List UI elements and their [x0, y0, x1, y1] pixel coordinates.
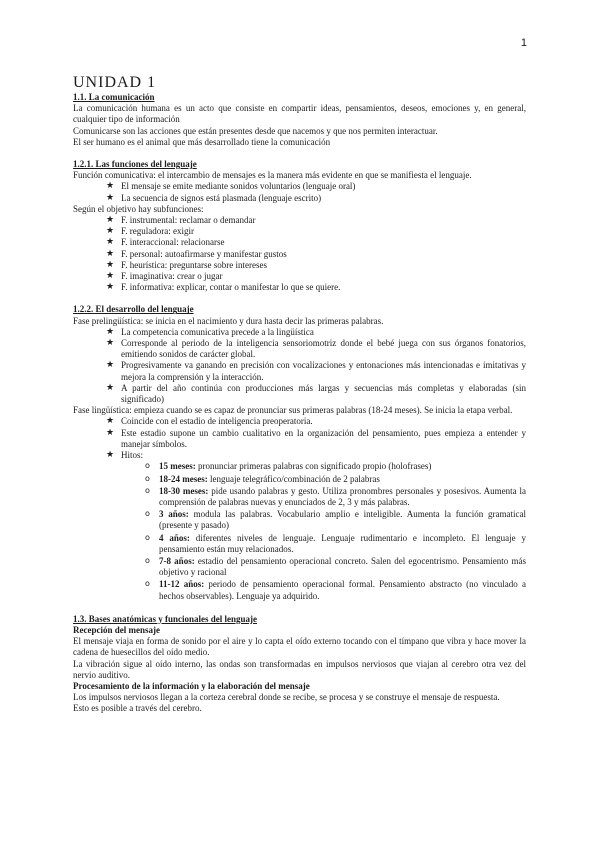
document-content: [73, 0, 526, 715]
list-item: ★ Hitos:: [108, 450, 526, 461]
list-item: ★ La competencia comunicativa precede a la lingüística: [108, 327, 526, 338]
milestone-item: [145, 579, 526, 601]
list-item: ★ Corresponde al periodo de la inteligencia sensoriomotriz donde el bebé juega con sus órganos fonatorios, emitiendo sonidos de carácter global.: [108, 338, 526, 360]
milestone-text: diferentes niveles de lenguaje. Lenguaje rudimentario e incompleto. El lenguaje y pensamiento están muy relacionados.: [159, 532, 527, 554]
list-item: ★ La secuencia de signos está plasmada (lenguaje escrito): [108, 193, 526, 204]
section-heading-anatomical-bases: 1.3. Bases anatómicas y funcionales del lenguaje: [73, 613, 258, 624]
star-list: [73, 327, 526, 405]
milestone-item: [145, 533, 526, 555]
milestone-item: [145, 509, 526, 531]
section-heading-language-development: 1.2.2. El desarrollo del lenguaje: [73, 304, 194, 315]
list-item: ★ Este estadio supone un cambio cualitativo en la organización del pensamiento, pues empieza a entender y manejar símbolos.: [108, 428, 526, 450]
milestone-item: [145, 461, 526, 472]
paragraph: Fase lingüística: empieza cuando se es capaz de pronunciar sus primeras palabras (18-24 meses). Se inicia la etapa verbal.: [73, 405, 513, 416]
paragraph: La comunicación humana es un acto que consiste en compartir ideas, pensamientos, deseos, emociones y, en general, cualquier tipo de información: [73, 103, 526, 125]
list-item: ★ F. imaginativa: crear o jugar: [108, 271, 526, 282]
list-item: ★ F. reguladora: exigir: [108, 226, 526, 237]
page-number: 1: [520, 37, 527, 49]
milestone-text: pide usando palabras y gesto. Utiliza pronombres personales y posesivos. Aumenta la comprensión de palabras nuevas y enunciados de 2, 3 y más palabras.: [159, 485, 526, 507]
list-item: ★ F. heurística: preguntarse sobre intereses: [108, 260, 526, 271]
milestone-term: 4 años:: [159, 532, 190, 543]
milestone-text: pronunciar primeras palabras con significado propio (holofrases): [195, 461, 432, 472]
paragraph: El ser humano es el animal que más desarrollado tiene la comunicación: [73, 136, 331, 147]
section-heading-language-functions: 1.2.1. Las funciones del lenguaje: [73, 159, 197, 170]
milestone-term: 11-12 años:: [159, 579, 205, 590]
paragraph: Los impulsos nerviosos llegan a la corteza cerebral donde se recibe, se procesa y se construye el mensaje de respuesta.: [73, 692, 500, 703]
paragraph: Fase prelingüística: se inicia en el nacimiento y dura hasta decir las primeras palabras.: [73, 315, 384, 326]
milestone-text: periodo de pensamiento operacional formal. Pensamiento abstracto (no vinculado a hechos observables). Lenguaje ya adquirido.: [159, 579, 526, 601]
paragraph: Comunicarse son las acciones que están presentes desde que nacemos y que nos permiten interactuar.: [73, 125, 438, 136]
subheading-reception: Recepción del mensaje: [73, 624, 160, 635]
star-list: [73, 416, 526, 461]
paragraph: Según el objetivo hay subfunciones:: [73, 203, 204, 214]
paragraph: El mensaje viaja en forma de sonido por el aire y lo capta el oído externo tocando con el tímpano que vibra y hace mover la cadena de huesecillos del oído medio.: [73, 636, 526, 658]
milestone-item: [145, 486, 526, 508]
star-list: [73, 215, 526, 293]
list-item: ★ F. personal: autoafirmarse y manifestar gustos: [108, 249, 526, 260]
unit-title: UNIDAD 1: [73, 74, 157, 91]
milestone-item: [145, 474, 526, 485]
list-item: ★ El mensaje se emite mediante sonidos voluntarios (lenguaje oral): [108, 181, 526, 192]
star-list: [73, 181, 526, 203]
list-item: ★ Progresivamente va ganando en precisión con vocalizaciones y entonaciones más intencionadas e imitativas y mejora la comprensión y la interacción.: [108, 360, 526, 382]
milestone-term: 3 años:: [159, 509, 189, 520]
list-item: ★ F. interaccional: relacionarse: [108, 237, 526, 248]
paragraph: La vibración sigue al oído interno, las ondas son transformadas en impulsos nerviosos que viajan al cerebro otra vez del nervio auditivo.: [73, 658, 526, 680]
milestone-term: 18-24 meses:: [159, 473, 208, 484]
milestones-list: [73, 461, 526, 601]
milestone-text: estadio del pensamiento operacional concreto. Salen del egocentrismo. Pensamiento más objetivo y racional: [159, 555, 526, 578]
milestone-term: 7-8 años:: [159, 555, 195, 566]
subheading-processing: Procesamiento de la información y la elaboración del mensaje: [73, 680, 310, 691]
paragraph: Función comunicativa: el intercambio de mensajes es la manera más evidente en que se manifiesta el lenguaje.: [73, 170, 472, 181]
paragraph: Esto es posible a través del cerebro.: [73, 703, 202, 714]
list-item: ★ F. informativa: explicar, contar o manifestar lo que se quiere.: [108, 282, 526, 293]
list-item: ★ Coincide con el estadio de inteligencia preoperatoria.: [108, 416, 526, 427]
milestone-term: 18-30 meses:: [159, 485, 209, 496]
milestone-text: lenguaje telegráfico/combinación de 2 palabras: [207, 473, 380, 484]
milestone-text: modula las palabras. Vocabulario amplio e inteligible. Aumenta la función gramatical (presente y pasado): [159, 509, 526, 531]
milestone-item: [145, 556, 526, 578]
list-item: ★ F. instrumental: reclamar o demandar: [108, 215, 526, 226]
milestone-term: 15 meses:: [159, 461, 196, 472]
list-item: ★ A partir del año continúa con producciones más largas y secuencias más completas y elaboradas (sin significado): [108, 383, 526, 405]
section-heading-communication: 1.1. La comunicación: [73, 92, 155, 102]
